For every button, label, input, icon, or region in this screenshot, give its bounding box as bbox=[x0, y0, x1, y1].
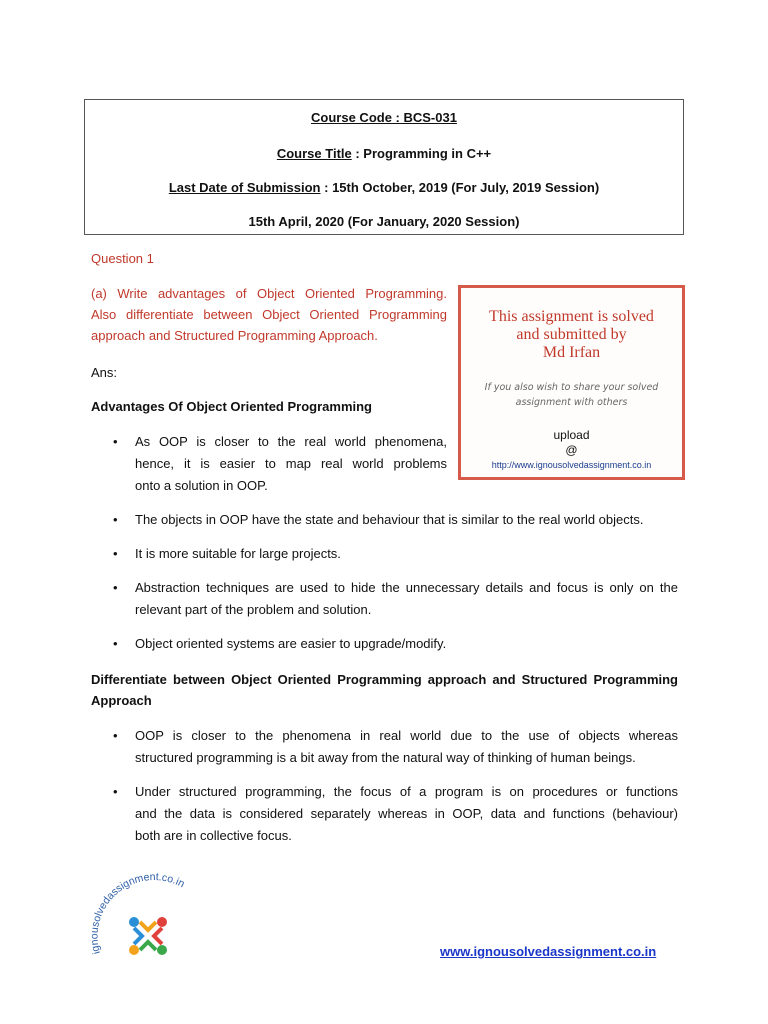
promo-subtext: If you also wish to share your solved assignment with others bbox=[484, 382, 659, 408]
promo-upload: upload @ bbox=[553, 428, 590, 457]
promo-box bbox=[458, 285, 685, 480]
course-title: Course Title : Programming in C++ bbox=[276, 146, 492, 161]
question-part-a: (a) Write advantages of Object Oriented Programming. Also differentiate between Object Oriented Programming approach and Structured Programming Approach. bbox=[91, 286, 447, 343]
people-circle-logo-icon bbox=[90, 858, 220, 968]
difference-title: Differentiate between Object Oriented Programming approach and Structured Programming Approach bbox=[91, 672, 678, 708]
bullet-dot-icon: • bbox=[113, 434, 118, 449]
bullet-dot-icon: • bbox=[113, 636, 118, 651]
submission-date-second: 15th April, 2020 (For January, 2020 Session) bbox=[248, 214, 520, 229]
promo-url[interactable]: http://www.ignousolvedassignment.co.in bbox=[491, 460, 652, 470]
bullet-dot-icon: • bbox=[113, 728, 118, 743]
submission-date: Last Date of Submission : 15th October, 2019 (For July, 2019 Session) bbox=[168, 180, 600, 195]
course-header-box bbox=[84, 99, 684, 235]
question-heading: Question 1 bbox=[91, 251, 154, 266]
document-page: Course Code : BCS-031 Course Title : Programming in C++ Last Date of Submission : 15th October, 2019 (For July, 2019 Session) 15th April, 2020 (For January, 2020 Session) Question 1 (a) Write advantages of Object Oriented Programming. Also differentiate between Object Oriented Programming approach and Structured Programming Approach. Ans: Advantages Of Object Oriented Programming • As OOP is closer to the real world phenomena, hence, it is easier to map real world problems onto a solution in OOP. • The objects in OOP have the state and behaviour that is similar to the real world objects. • It is more suitable for large projects. • Abstraction techniques are used to hide the unnecessary details and focus is only on the relevant part of the problem and solution. • Object oriented systems are easier to upgrade/modify. Differentiate between Object Oriented Programming approach and Structured Programming Approach • OOP is closer to the phenomena in real world due to the use of objects whereas structured programming is a bit away from the natural way of thinking of human beings. • Under structured programming, the focus of a program is on procedures or functions and the data is considered separately whereas in OOP, data and functions (behaviour) both are in collective focus. This assignment is solved and submitted by Md Irfan If you also wish to share your solved assignment with others upload @ http://www.ignousolvedassignment.co.in ig solvedassignment.co.in www.ignousolvedassignment.co.in bbox=[0, 0, 768, 1024]
logo-arc-text: ig solvedassignment.co.in bbox=[90, 870, 187, 956]
footer-site-link[interactable]: www.ignousolvedassignment.co.in bbox=[440, 944, 657, 959]
promo-headline: This assignment is solved and submitted by Md Irfan bbox=[489, 308, 654, 361]
bullet-dot-icon: • bbox=[113, 580, 118, 595]
answer-label: Ans: bbox=[91, 365, 118, 380]
bullet-dot-icon: • bbox=[113, 784, 118, 799]
site-logo bbox=[90, 858, 220, 968]
bullet-dot-icon: • bbox=[113, 546, 118, 561]
bullet-dot-icon: • bbox=[113, 512, 118, 527]
course-code: Course Code : BCS-031 bbox=[311, 110, 457, 125]
advantages-title: Advantages Of Object Oriented Programming bbox=[91, 399, 372, 414]
